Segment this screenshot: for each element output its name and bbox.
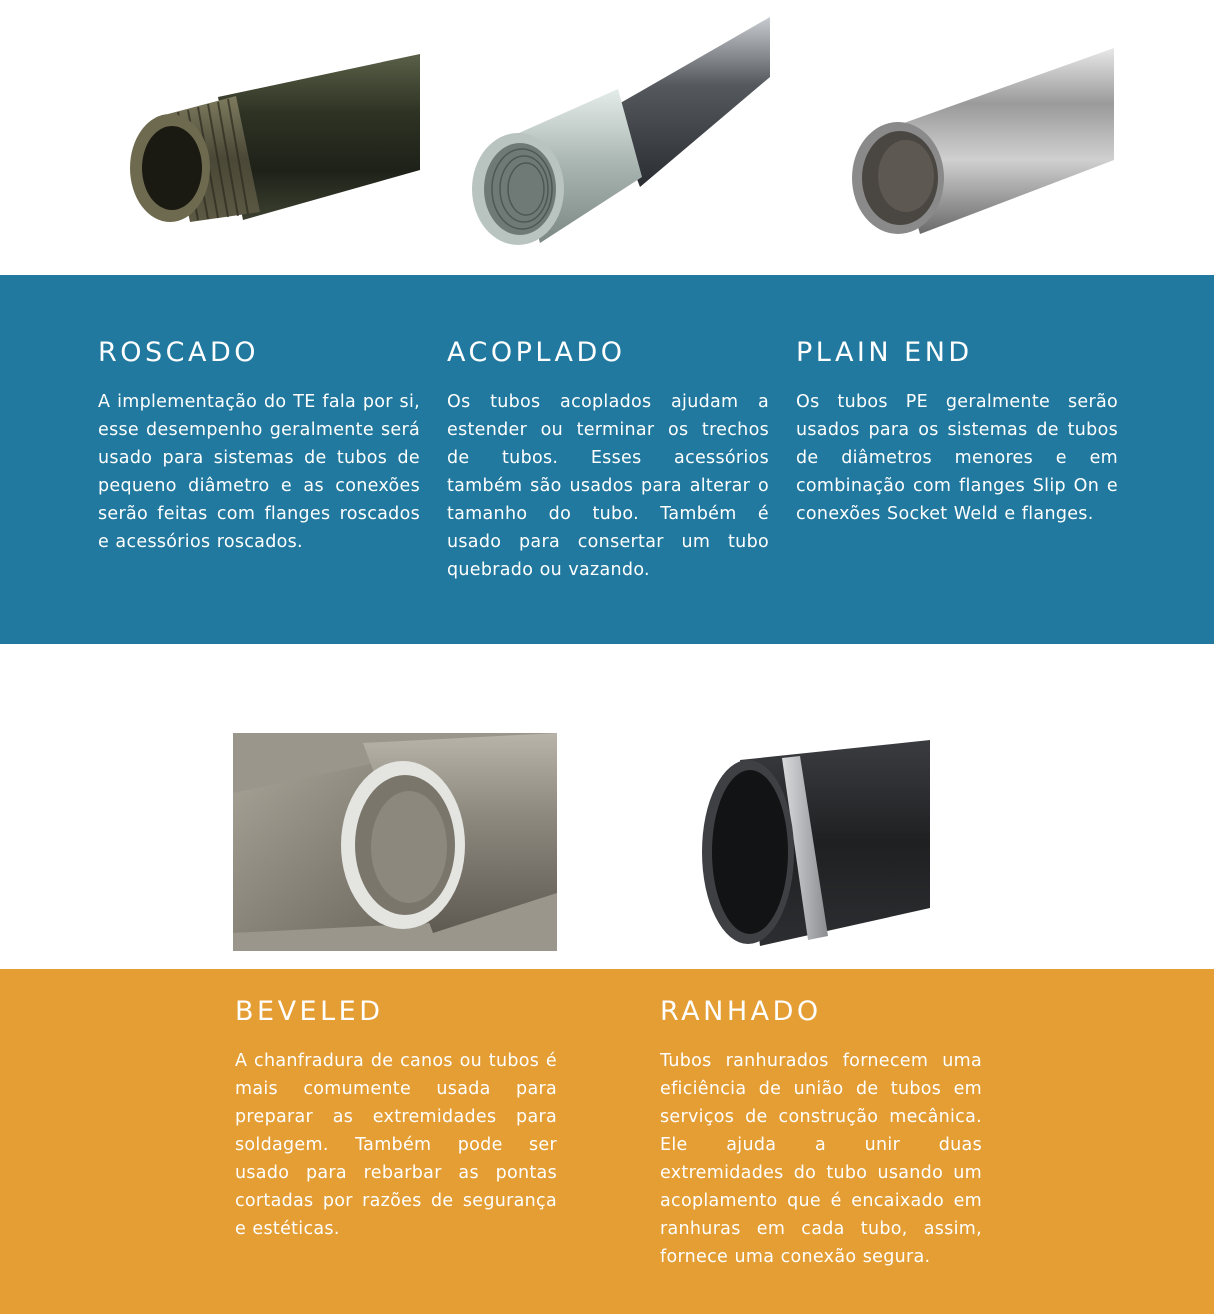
plain-end-description: Os tubos PE geralmente serão usados para os sistemas de tubos de diâmetros menores e em combinação com flanges Slip On e conexões Socket Weld e flanges. (796, 392, 1118, 524)
beveled-description: A chanfradura de canos ou tubos é mais comumente usada para preparar as extremidades para soldagem. Também pode ser usado para rebarbar as pontas cortadas por razões de segurança e estéticas. (235, 1051, 557, 1239)
beveled-title: BEVELED (235, 996, 384, 1027)
grooved-pipe-image (700, 740, 930, 950)
beveled-pipe-image (233, 733, 557, 951)
roscado-title: ROSCADO (98, 337, 260, 368)
plain-end-pipe-image (850, 48, 1116, 236)
coupled-pipe-image (470, 17, 770, 245)
plain-end-title: PLAIN END (796, 337, 973, 368)
plain-end-section (796, 336, 1118, 528)
ranhado-title: RANHADO (660, 996, 822, 1027)
acoplado-section (447, 336, 769, 584)
roscado-section (98, 336, 420, 556)
acoplado-title: ACOPLADO (447, 337, 626, 368)
roscado-description: A implementação do TE fala por si, esse desempenho geralmente será usado para sistemas de tubos de pequeno diâmetro e as conexões serão feitas com flanges roscados e acessórios roscados. (98, 392, 420, 552)
ranhado-description: Tubos ranhurados fornecem uma eficiência de união de tubos em serviços de construção mecânica. Ele ajuda a unir duas extremidades do tubo usando um acoplamento que é encaixado em ranhuras em cada tubo, assim, fornece uma conexão segura. (660, 1051, 982, 1267)
threaded-pipe-image (128, 52, 420, 224)
beveled-section (235, 995, 557, 1243)
orange-info-band (0, 969, 1214, 1314)
acoplado-description: Os tubos acoplados ajudam a estender ou terminar os trechos de tubos. Esses acessórios também são usados para alterar o tamanho do tubo. Também é usado para consertar um tubo quebrado ou vazando. (447, 392, 769, 580)
ranhado-section (660, 995, 982, 1271)
